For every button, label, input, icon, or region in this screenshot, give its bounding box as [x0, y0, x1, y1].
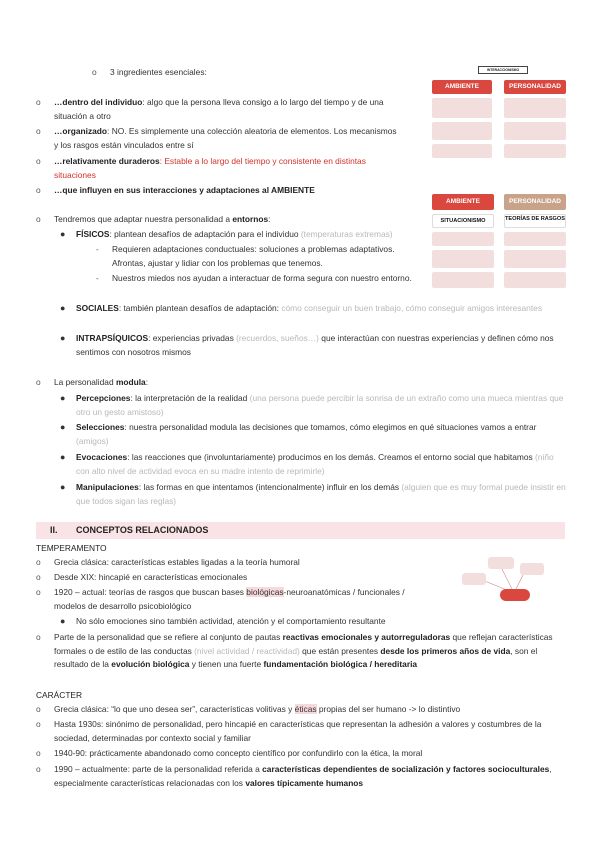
- caracter-line-2: Hasta 1930s: sinónimo de personalidad, pero hincapié en características que representan la adhesión a valores y costumbres de la sociedad, determinadas por contexto social y familiar: [54, 719, 542, 743]
- circle-bullet-icon: o: [36, 377, 41, 387]
- caracter-heading: CARÁCTER: [36, 690, 83, 700]
- circle-bullet-icon: o: [36, 632, 41, 642]
- diagram-cell: [504, 272, 566, 288]
- circle-bullet-icon: o: [36, 185, 41, 195]
- filled-bullet-icon: ●: [60, 422, 66, 432]
- diagram-cell: [432, 144, 492, 158]
- circle-bullet-icon: o: [92, 67, 97, 77]
- diagram-cell: [432, 250, 494, 268]
- circle-bullet-icon: o: [36, 764, 41, 774]
- filled-bullet-icon: ●: [60, 452, 66, 462]
- intro-item-4: …que influyen en sus interacciones y adaptaciones al AMBIENTE: [54, 185, 315, 195]
- temperamento-heading: TEMPERAMENTO: [36, 543, 107, 553]
- temperamento-sub: No sólo emociones sino también actividad, atención y el comportamiento resultante: [76, 616, 386, 626]
- temperamento-diagram: [460, 553, 568, 609]
- caracter-line-4: 1990 – actualmente: parte de la personalidad referida a características dependientes de socialización y factores socioculturales, especialmente características relacionadas con los valores típicamente humanos: [54, 764, 552, 788]
- modula-manipulaciones: Manipulaciones: las formas en que intentamos (intencionalmente) influir en los demás (alguien que es muy formal puede insistir en que todos sigan las reglas): [76, 482, 566, 506]
- diagram-cell: [504, 144, 566, 158]
- filled-bullet-icon: ●: [60, 616, 66, 626]
- filled-bullet-icon: ●: [60, 229, 66, 239]
- circle-bullet-icon: o: [36, 587, 41, 597]
- diagram2-ambiente-header: AMBIENTE: [432, 194, 494, 210]
- temperamento-line-3: 1920 – actual: teorías de rasgos que buscan bases biológicas-neuroanatómicas / funcionales / modelos de desarrollo psicobiológico: [54, 587, 405, 611]
- situacionismo-diagram: [430, 194, 570, 294]
- circle-bullet-icon: o: [36, 97, 41, 107]
- interaccionismo-diagram: [430, 66, 568, 162]
- filled-bullet-icon: ●: [60, 333, 66, 343]
- fisicos-sub-2: Nuestros miedos nos ayudan a interactuar de forma segura con nuestro entorno.: [112, 273, 412, 283]
- diagram2-personalidad-header: PERSONALIDAD: [504, 194, 566, 210]
- dash-bullet-icon: -: [96, 273, 99, 283]
- temperamento-flow-svg: [460, 553, 568, 609]
- circle-bullet-icon: o: [36, 572, 41, 582]
- diagram-personalidad-header: PERSONALIDAD: [504, 80, 566, 94]
- section-number: II.: [50, 525, 58, 535]
- circle-bullet-icon: o: [36, 126, 41, 136]
- modula-percepciones: Percepciones: la interpretación de la realidad (una persona puede percibir la sonrisa de un extraño como una mueca mientras que otro un gesto amistoso): [76, 393, 564, 417]
- diagram-cell: [432, 272, 494, 288]
- modula-lead: La personalidad modula:: [54, 377, 149, 387]
- diagram-cell: [432, 98, 492, 118]
- circle-bullet-icon: o: [36, 557, 41, 567]
- caracter-line-3: 1940-90: prácticamente abandonado como concepto científico por confundirlo con la ética, la moral: [54, 748, 423, 758]
- diagram-cell: [504, 250, 566, 268]
- filled-bullet-icon: ●: [60, 303, 66, 313]
- ingredients-line: 3 ingredientes esenciales:: [110, 67, 207, 77]
- diagram-cell: [504, 232, 566, 246]
- temperamento-line-4: Parte de la personalidad que se refiere al conjunto de pautas reactivas emocionales y autorreguladoras que reflejan características formales o de estilo de las conductas (nivel actividad / reactividad) que están presentes desde los primeros años de vida, son el resultado de la evolución biológica y tienen una fuerte fundamentación biológica / hereditaria: [54, 632, 553, 670]
- filled-bullet-icon: ●: [60, 393, 66, 403]
- entornos-sociales: SOCIALES: también plantean desafíos de adaptación: cómo conseguir un buen trabajo, cómo conseguir amigos interesantes: [76, 303, 543, 313]
- circle-bullet-icon: o: [36, 214, 41, 224]
- intro-item-2: …organizado: NO. Es simplemente una colección aleatoria de elementos. Los mecanismos y los rasgos están vinculados entre sí: [54, 126, 397, 150]
- diagram-cell: [504, 98, 566, 118]
- diagram-cell: [432, 232, 494, 246]
- teorias-rasgos-label: TEORÍAS DE RASGOS: [504, 214, 566, 228]
- diagram-cell: [504, 122, 566, 140]
- modula-selecciones: Selecciones: nuestra personalidad modula las decisiones que tomamos, cómo elegimos en qué situaciones vamos a entrar (amigos): [76, 422, 537, 446]
- situacionismo-label: SITUACIONISMO: [432, 214, 494, 228]
- dash-bullet-icon: -: [96, 244, 99, 254]
- filled-bullet-icon: ●: [60, 482, 66, 492]
- temperamento-line-2: Desde XIX: hincapié en características emocionales: [54, 572, 248, 582]
- entornos-fisicos: FÍSICOS: plantean desafíos de adaptación para el individuo (temperaturas extremas): [76, 229, 393, 239]
- intro-item-3: …relativamente duraderos: Estable a lo largo del tiempo y consistente en distintas situaciones: [54, 156, 366, 180]
- circle-bullet-icon: o: [36, 156, 41, 166]
- modula-evocaciones: Evocaciones: las reacciones que (involuntariamente) producimos en los demás. Creamos el entorno social que habitamos (niño con alto nivel de actividad evoca en su madre intento de reprimirle): [76, 452, 554, 476]
- fisicos-sub-1: Requieren adaptaciones conductuales: soluciones a problemas adaptativos. Afrontas, ajustar y lidiar con los problemas que tenemos.: [112, 244, 395, 268]
- circle-bullet-icon: o: [36, 748, 41, 758]
- temperamento-line-1: Grecia clásica: características estables ligadas a la teoría humoral: [54, 557, 300, 567]
- intro-item-1: …dentro del individuo: algo que la persona lleva consigo a lo largo del tiempo y de una situación a otro: [54, 97, 384, 121]
- circle-bullet-icon: o: [36, 719, 41, 729]
- section-title: CONCEPTOS RELACIONADOS: [76, 525, 209, 535]
- diagram-ambiente-header: AMBIENTE: [432, 80, 492, 94]
- circle-bullet-icon: o: [36, 704, 41, 714]
- entornos-intrapsiquicos: INTRAPSÍQUICOS: experiencias privadas (recuerdos, sueños…) que interactúan con nuestras experiencias y definen cómo nos sentimos con nosotros mismos: [76, 333, 554, 357]
- diagram-cell: [432, 122, 492, 140]
- entornos-lead: Tendremos que adaptar nuestra personalidad a entornos:: [54, 214, 271, 224]
- caracter-line-1: Grecia clásica: “lo que uno desea ser”, características volitivas y éticas propias del ser humano -> lo distintivo: [54, 704, 461, 714]
- diagram-top-label: INTERACCIONISMO: [478, 66, 528, 74]
